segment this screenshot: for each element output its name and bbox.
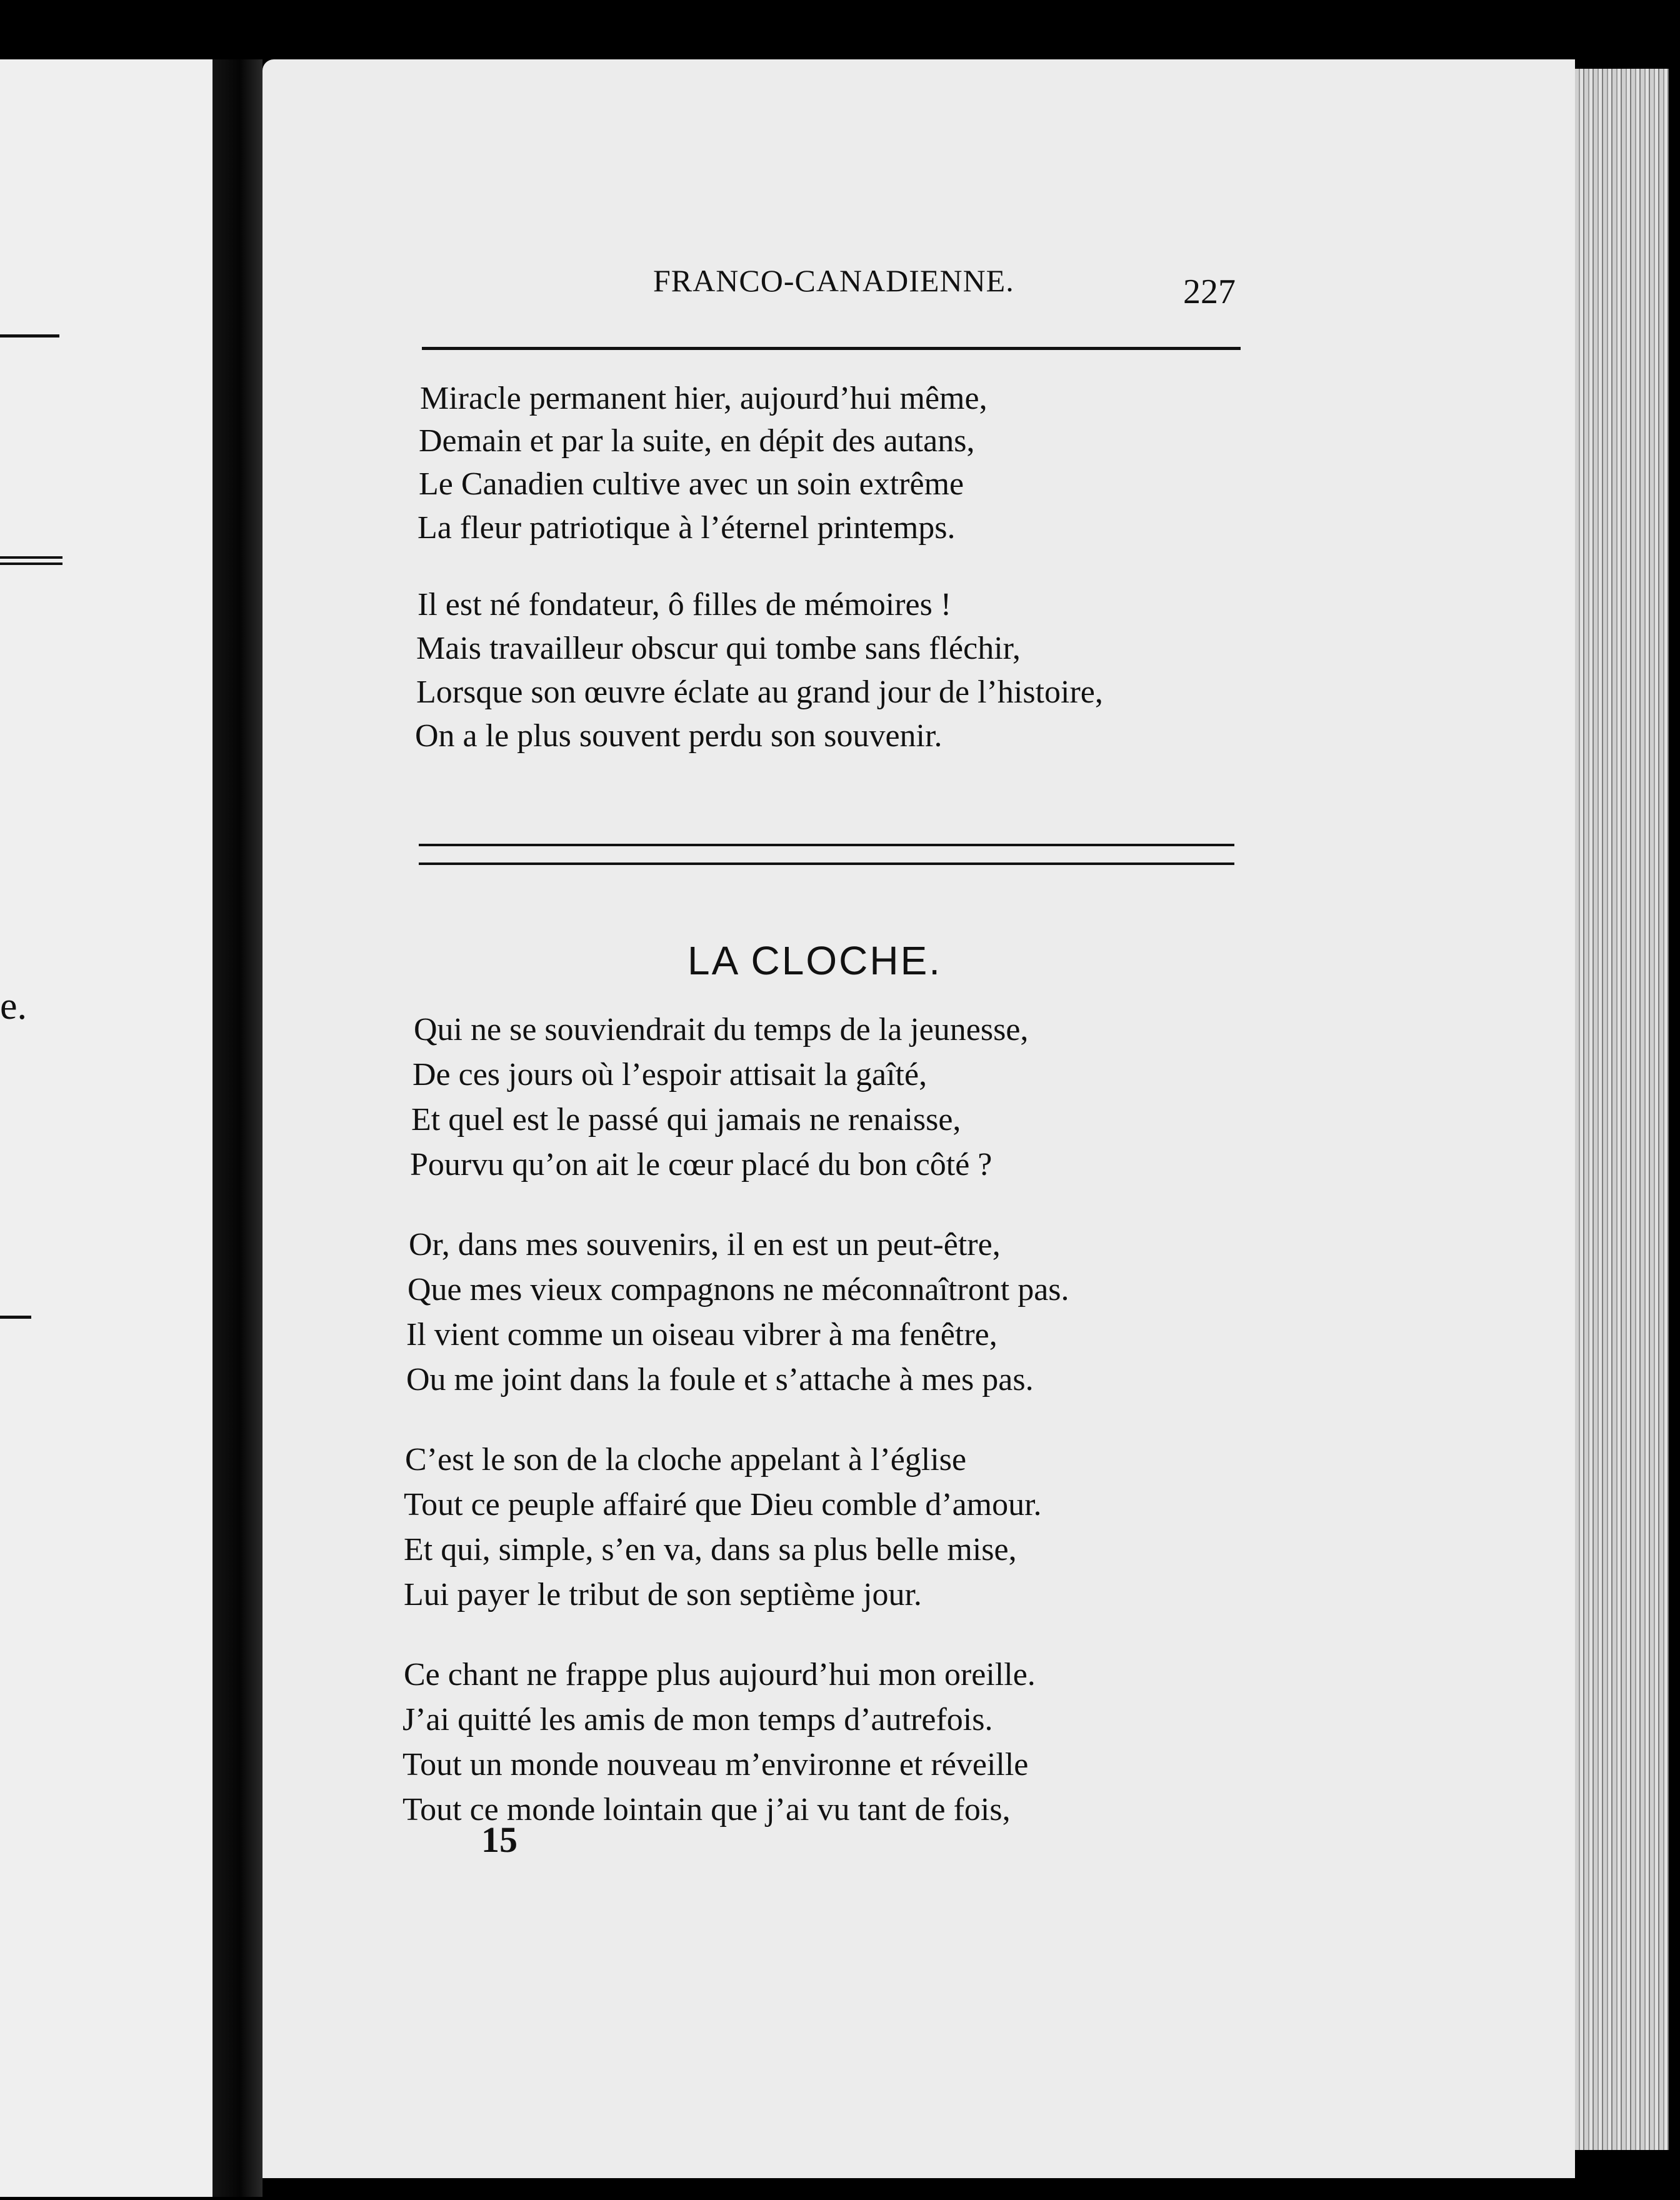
poem-line: Or, dans mes souvenirs, il en est un peut-être, [409,1227,1001,1262]
poem-line: Lui payer le tribut de son septième jour. [404,1577,922,1612]
poem-line: Qui ne se souviendrait du temps de la jeunesse, [414,1012,1029,1048]
left-page-text-fragment: e. [0,985,28,1028]
poem-line: Il est né fondateur, ô filles de mémoires ! [418,587,952,622]
section-divider-rule [419,844,1234,846]
poem-line: Que mes vieux compagnons ne méconnaîtront pas. [408,1272,1069,1308]
left-page-rule [0,1316,31,1319]
poem-line: Demain et par la suite, en dépit des autans, [419,423,975,459]
left-page-rule [0,334,59,338]
section-divider-rule [419,862,1234,865]
poem-line: De ces jours où l’espoir attisait la gaîté, [412,1057,928,1092]
previous-page-fragment [0,59,212,2197]
poem-title: LA CLOCHE. [688,938,942,983]
poem-line: Et quel est le passé qui jamais ne renaisse, [411,1102,961,1138]
left-page-rule [0,562,62,565]
poem-line: Pourvu qu’on ait le cœur placé du bon côté ? [410,1147,992,1182]
running-header: FRANCO-CANADIENNE. [653,263,1014,298]
left-page-rule [0,556,62,559]
signature-mark: 15 [481,1819,518,1860]
poem-line: Tout un monde nouveau m’environne et réveille [402,1747,1029,1782]
poem-line: Le Canadien cultive avec un soin extrême [419,466,964,502]
poem-line: Ce chant ne frappe plus aujourd’hui mon oreille. [404,1657,1036,1692]
poem-line: Lorsque son œuvre éclate au grand jour de l’histoire, [416,674,1103,710]
poem-line: Tout ce peuple affairé que Dieu comble d’amour. [404,1487,1042,1522]
poem-line: Mais travailleur obscur qui tombe sans fléchir, [416,631,1021,666]
poem-line: Miracle permanent hier, aujourd’hui même, [420,381,988,416]
page-number: 227 [1183,272,1236,311]
poem-line: Il vient comme un oiseau vibrer à ma fenêtre, [406,1317,998,1352]
poem-line: La fleur patriotique à l’éternel printemps. [418,510,956,546]
page-edges [1575,69,1669,2150]
poem-line: Et qui, simple, s’en va, dans sa plus belle mise, [404,1532,1017,1568]
book-gutter [212,59,262,2197]
poem-line: J’ai quitté les amis de mon temps d’autrefois. [402,1702,993,1738]
poem-line: Ou me joint dans la foule et s’attache à mes pas. [406,1362,1034,1398]
header-rule [422,347,1241,350]
poem-line: On a le plus souvent perdu son souvenir. [415,718,942,754]
poem-line: Tout ce monde lointain que j’ai vu tant de fois, [402,1792,1011,1828]
poem-line: C’est le son de la cloche appelant à l’église [405,1442,967,1478]
